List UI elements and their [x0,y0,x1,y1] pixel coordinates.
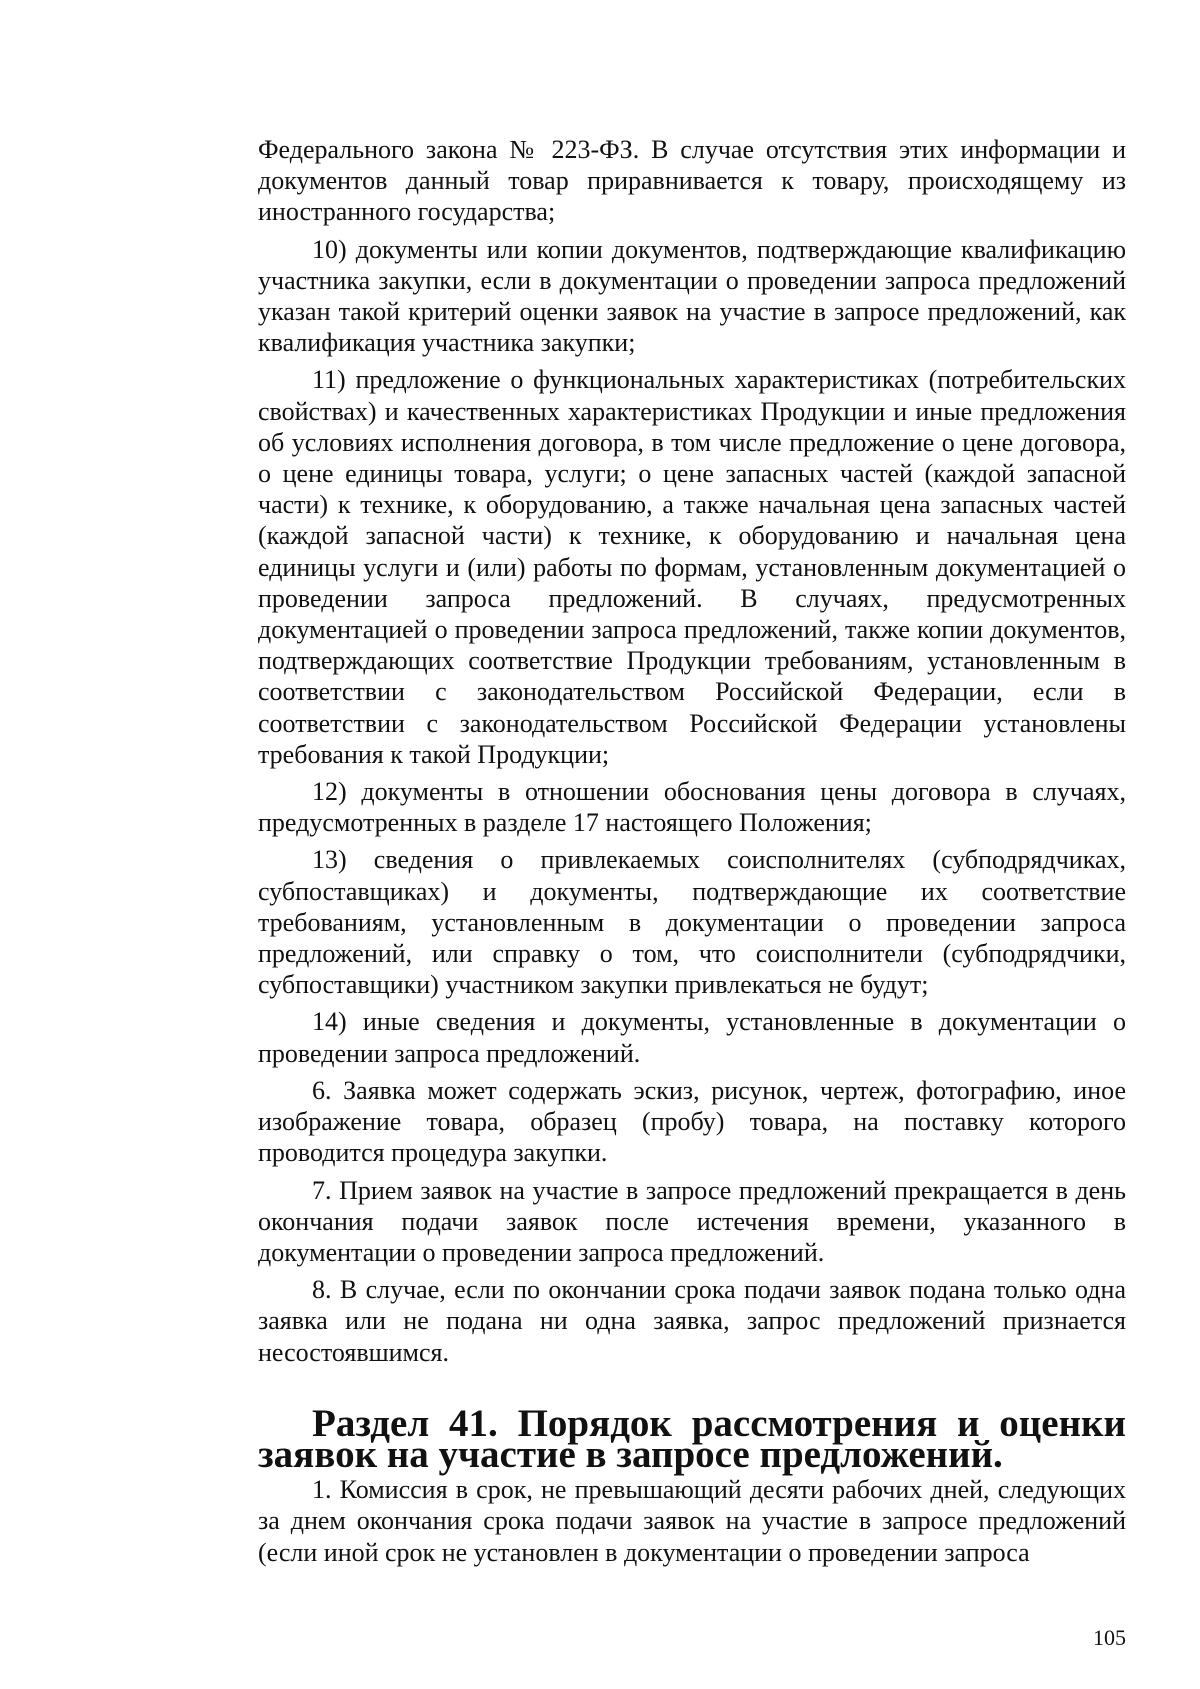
paragraph-item-14: 14) иные сведения и документы, установленные в документации о проведении запроса предложений. [258,1007,1126,1068]
paragraph-clause-7: 7. Прием заявок на участие в запросе предложений прекращается в день окончания подачи заявок после истечения времени, указанного в документации о проведении запроса предложений. [258,1175,1126,1267]
paragraph-clause-6: 6. Заявка может содержать эскиз, рисунок, чертеж, фотографию, иное изображение товара, образец (пробу) товара, на поставку которого проводится процедура закупки. [258,1075,1126,1168]
paragraph-continuation: Федерального закона № 223-ФЗ. В случае отсутствия этих информации и документов данный товар приравнивается к товару, происходящему из иностранного государства; [258,135,1126,227]
section-heading: Раздел 41. Порядок рассмотрения и оценки заявок на участие в запросе предложений. [258,1401,1126,1476]
page-number: 105 [1093,1625,1126,1650]
paragraph-clause-8: 8. В случае, если по окончании срока подачи заявок подана только одна заявка или не подана ни одна заявка, запрос предложений признается несостоявшимся. [258,1275,1126,1367]
paragraph-item-11: 11) предложение о функциональных характеристиках (потребительских свойствах) и качественных характеристиках Продукции и иные предложения об условиях исполнения договора, в том числе предложение о цене договора, о цене единицы товара, услуги; о цене запасных частей (каждой запасной части) к технике, к оборудованию, а также начальная цена запасных частей (каждой запасной части) к технике, к оборудованию и начальная цена единицы услуги и (или) работы по формам, установленным документацией о проведении запроса предложений. В случаях, предусмотренных документацией о проведении запроса предложений, также копии документов, подтверждающих соответствие Продукции требованиям, установленным в соответствии с законодательством Российской Федерации, если в соответствии с законодательством Российской Федерации установлены требования к такой Продукции; [258,365,1126,769]
section-paragraph-clause-1: 1. Комиссия в срок, не превышающий десяти рабочих дней, следующих за днем окончания срока подачи заявок на участие в запросе предложений (если иной срок не установлен в документации о проведении запроса [258,1475,1126,1567]
document-page [258,134,1126,1574]
paragraph-item-12: 12) документы в отношении обоснования цены договора в случаях, предусмотренных в разделе 17 настоящего Положения; [258,777,1126,838]
paragraph-item-13: 13) сведения о привлекаемых соисполнителях (субподрядчиках, субпоставщиках) и документы, подтверждающие их соответствие требованиям, установленным в документации о проведении запроса предложений, или справку о том, что соисполнители (субподрядчики, субпоставщики) участником закупки привлекаться не будут; [258,845,1126,1000]
paragraph-item-10: 10) документы или копии документов, подтверждающие квалификацию участника закупки, если в документации о проведении запроса предложений указан такой критерий оценки заявок на участие в запросе предложений, как квалификация участника закупки; [258,234,1126,358]
